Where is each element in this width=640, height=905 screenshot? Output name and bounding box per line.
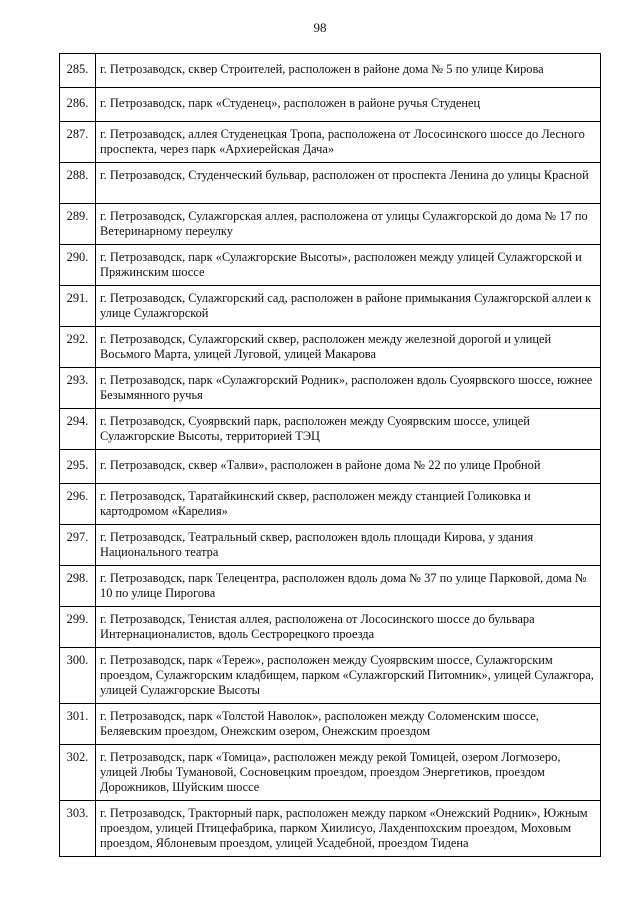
row-number: 290. bbox=[60, 245, 96, 286]
row-number: 287. bbox=[60, 122, 96, 163]
row-description: г. Петрозаводск, Театральный сквер, расположен вдоль площади Кирова, у здания Национального театра bbox=[96, 525, 601, 566]
page-number: 98 bbox=[313, 20, 327, 35]
row-number: 295. bbox=[60, 450, 96, 484]
row-description: г. Петрозаводск, Сулажгорский сад, расположен в районе примыкания Сулажгорской аллеи к улице Сулажгорской bbox=[96, 286, 601, 327]
table-row bbox=[60, 327, 601, 368]
row-description: г. Петрозаводск, Таратайкинский сквер, расположен между станцией Голиковка и картодромом «Карелия» bbox=[96, 484, 601, 525]
row-number: 293. bbox=[60, 368, 96, 409]
table-row bbox=[60, 704, 601, 745]
table-row bbox=[60, 368, 601, 409]
row-number: 289. bbox=[60, 204, 96, 245]
row-description: г. Петрозаводск, Сулажгорский сквер, расположен между железной дорогой и улицей Восьмого Марта, улицей Луговой, улицей Макарова bbox=[96, 327, 601, 368]
row-description: г. Петрозаводск, Тракторный парк, расположен между парком «Онежский Родник», Южным проездом, улицей Птицефабрика, парком Хиилисуо, Лахденпохским проездом, Моховым проездом, Яблоневым проездом, улицей Усадебной, проездом Тидена bbox=[96, 801, 601, 857]
row-number: 291. bbox=[60, 286, 96, 327]
row-description: г. Петрозаводск, сквер «Талви», расположен в районе дома № 22 по улице Пробной bbox=[96, 450, 601, 484]
row-number: 297. bbox=[60, 525, 96, 566]
table-row bbox=[60, 484, 601, 525]
row-description: г. Петрозаводск, Тенистая аллея, расположена от Лососинского шоссе до бульвара Интернационалистов, вдоль Сестрорецкого проезда bbox=[96, 607, 601, 648]
table-row bbox=[60, 525, 601, 566]
table-row bbox=[60, 88, 601, 122]
row-description: г. Петрозаводск, парк «Томица», расположен между рекой Томицей, озером Логмозеро, улицей Любы Тумановой, Сосновецким проездом, проездом Энергетиков, проездом Дорожников, Шуйским шоссе bbox=[96, 745, 601, 801]
row-description: г. Петрозаводск, Студенческий бульвар, расположен от проспекта Ленина до улицы Красной bbox=[96, 163, 601, 204]
row-description: г. Петрозаводск, парк «Тереж», расположен между Суоярвским шоссе, Сулажгорским проездом, Сулажгорским кладбищем, парком «Сулажгорский Питомник», улицей Сулажгора, улицей Сулажгорские Высоты bbox=[96, 648, 601, 704]
row-description: г. Петрозаводск, аллея Студенецкая Тропа, расположена от Лососинского шоссе до Лесного проспекта, через парк «Архиерейская Дача» bbox=[96, 122, 601, 163]
table-row bbox=[60, 204, 601, 245]
row-number: 301. bbox=[60, 704, 96, 745]
row-description: г. Петрозаводск, сквер Строителей, расположен в районе дома № 5 по улице Кирова bbox=[96, 54, 601, 88]
row-description: г. Петрозаводск, Сулажгорская аллея, расположена от улицы Сулажгорской до дома № 17 по Ветеринарному переулку bbox=[96, 204, 601, 245]
row-number: 296. bbox=[60, 484, 96, 525]
table-row bbox=[60, 450, 601, 484]
row-number: 286. bbox=[60, 88, 96, 122]
row-number: 294. bbox=[60, 409, 96, 450]
row-description: г. Петрозаводск, парк «Толстой Наволок», расположен между Соломенским шоссе, Беляевским проездом, Онежским озером, Онежским проездом bbox=[96, 704, 601, 745]
table-row bbox=[60, 745, 601, 801]
row-number: 298. bbox=[60, 566, 96, 607]
row-number: 299. bbox=[60, 607, 96, 648]
table-row bbox=[60, 801, 601, 857]
row-number: 288. bbox=[60, 163, 96, 204]
row-description: г. Петрозаводск, парк «Сулажгорский Родник», расположен вдоль Суоярвского шоссе, южнее Безымянного ручья bbox=[96, 368, 601, 409]
row-number: 300. bbox=[60, 648, 96, 704]
table-row bbox=[60, 607, 601, 648]
table-row bbox=[60, 122, 601, 163]
table-row bbox=[60, 409, 601, 450]
table-row bbox=[60, 648, 601, 704]
row-number: 303. bbox=[60, 801, 96, 857]
table-row bbox=[60, 245, 601, 286]
green-areas-table bbox=[59, 53, 601, 857]
table-row bbox=[60, 163, 601, 204]
row-description: г. Петрозаводск, парк «Студенец», расположен в районе ручья Студенец bbox=[96, 88, 601, 122]
row-description: г. Петрозаводск, парк «Сулажгорские Высоты», расположен между улицей Сулажгорской и Пряжинским шоссе bbox=[96, 245, 601, 286]
table-row bbox=[60, 286, 601, 327]
row-number: 302. bbox=[60, 745, 96, 801]
row-description: г. Петрозаводск, парк Телецентра, расположен вдоль дома № 37 по улице Парковой, дома № 10 по улице Пирогова bbox=[96, 566, 601, 607]
row-number: 292. bbox=[60, 327, 96, 368]
row-description: г. Петрозаводск, Суоярвский парк, расположен между Суоярвским шоссе, улицей Сулажгорские Высоты, территорией ТЭЦ bbox=[96, 409, 601, 450]
row-number: 285. bbox=[60, 54, 96, 88]
table-row bbox=[60, 566, 601, 607]
table-row bbox=[60, 54, 601, 88]
